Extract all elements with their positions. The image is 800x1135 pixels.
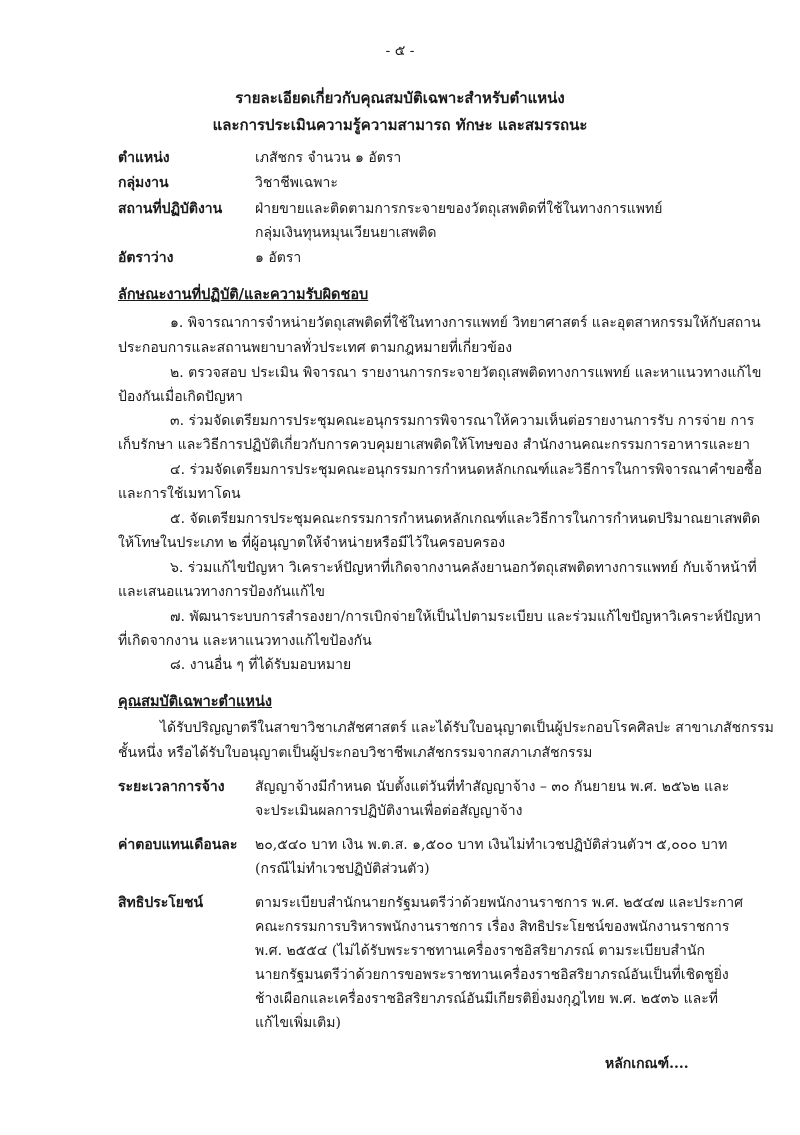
duty-item-8-line1: ๘. งานอื่น ๆ ที่ได้รับมอบหมาย [170, 657, 352, 673]
duty-item-3-line1: ๓. ร่วมจัดเตรียมการประชุมคณะอนุกรรมการพิจารณาให้ความเห็นต่อรายงานการรับ การจ่าย การ [170, 413, 755, 429]
duty-item-5-line2: ให้โทษในประเภท ๒ ที่ผู้อนุญาตให้จำหน่ายหรือมีไว้ในครอบครอง [118, 535, 506, 551]
duty-item-1-line2: ประกอบการและสถานพยาบาลทั่วประเทศ ตามกฎหมายที่เกี่ยวข้อง [118, 340, 513, 356]
duty-item-5-line1: ๕. จัดเตรียมการประชุมคณะกรรมการกำหนดหลักเกณฑ์และวิธีการในการกำหนดปริมาณยาเสพติด [170, 511, 761, 527]
duty-item-6-line1: ๖. ร่วมแก้ไขปัญหา วิเคราะห์ปัญหาที่เกิดจากงานคลังยานอกวัตถุเสพติดทางการแพทย์ กับเจ้าหน้าที่ [170, 560, 757, 576]
salary-label: ค่าตอบแทนเดือนละ [118, 837, 238, 853]
benefits-line2: คณะกรรมการบริหารพนักงานราชการ เรื่อง สิทธิประโยชน์ของพนักงานราชการ [255, 919, 730, 935]
work-group-value: วิชาชีพเฉพาะ [255, 175, 338, 191]
duties-heading: ลักษณะงานที่ปฏิบัติ/และความรับผิดชอบ [118, 286, 369, 303]
page-number: - ๕ - [385, 43, 415, 59]
workplace-value-line2: กลุ่มเงินทุนหมุนเวียนยาเสพติด [255, 225, 437, 241]
continued-footer: หลักเกณฑ์.... [605, 1056, 689, 1072]
workplace-label: สถานที่ปฏิบัติงาน [118, 201, 223, 217]
salary-line1: ๒๐,๕๔๐ บาท เงิน พ.ต.ส. ๑,๕๐๐ บาท เงินไม่ทำเวชปฏิบัติส่วนตัวฯ ๕,๐๐๐ บาท [255, 837, 728, 853]
duty-item-4-line2: และการใช้เมทาโดน [118, 486, 241, 502]
qualification-line1: ได้รับปริญญาตรีในสาขาวิชาเภสัชศาสตร์ และได้รับใบอนุญาตเป็นผู้ประกอบโรคศิลปะ สาขาเภสัชกรรม [160, 720, 774, 736]
benefits-line6: แก้ไขเพิ่มเติม) [255, 1015, 341, 1031]
benefits-line1: ตามระเบียบสำนักนายกรัฐมนตรีว่าด้วยพนักงานราชการ พ.ศ. ๒๕๔๗ และประกาศ [255, 895, 743, 911]
contract-period-label: ระยะเวลาการจ้าง [118, 779, 225, 795]
duty-item-7-line1: ๗. พัฒนาระบบการสำรองยา/การเบิกจ่ายให้เป็นไปตามระเบียบ และร่วมแก้ไขปัญหาวิเคราะห์ปัญหา [170, 609, 762, 625]
document-title-line1: รายละเอียดเกี่ยวกับคุณสมบัติเฉพาะสำหรับตำแหน่ง [235, 89, 565, 107]
workplace-value-line1: ฝ่ายขายและติดตามการกระจายของวัตถุเสพติดที่ใช้ในทางการแพทย์ [255, 201, 663, 217]
contract-period-line1: สัญญาจ้างมีกำหนด นับตั้งแต่วันที่ทำสัญญาจ้าง – ๓๐ กันยายน พ.ศ. ๒๕๖๒ และ [255, 779, 730, 795]
vacancy-label: อัตราว่าง [118, 250, 174, 266]
document-title-line2: และการประเมินความรู้ความสามารถ ทักษะ และสมรรถนะ [212, 116, 588, 134]
duty-item-3-line2: เก็บรักษา และวิธีการปฏิบัติเกี่ยวกับการควบคุมยาเสพติดให้โทษของ สำนักงานคณะกรรมการอาหารและยา [118, 437, 750, 453]
duty-item-4-line1: ๔. ร่วมจัดเตรียมการประชุมคณะอนุกรรมการกำหนดหลักเกณฑ์และวิธีการในการพิจารณาคำขอซื้อ [170, 462, 763, 478]
benefits-line4: นายกรัฐมนตรีว่าด้วยการขอพระราชทานเครื่องราชอิสริยาภรณ์อันเป็นที่เชิดชูยิ่ง [255, 967, 729, 983]
benefits-label: สิทธิประโยชน์ [118, 895, 204, 911]
duty-item-6-line2: และเสนอแนวทางการป้องกันแก้ไข [118, 584, 325, 600]
duty-item-1-line1: ๑. พิจารณาการจำหน่ายวัตถุเสพติดที่ใช้ในทางการแพทย์ วิทยาศาสตร์ และอุตสาหกรรมให้กับสถาน [170, 315, 761, 331]
position-label: ตำแหน่ง [118, 150, 170, 166]
qualifications-heading: คุณสมบัติเฉพาะตำแหน่ง [118, 693, 272, 710]
qualification-line2: ชั้นหนึ่ง หรือได้รับใบอนุญาตเป็นผู้ประกอบวิชาชีพเภสัชกรรมจากสภาเภสัชกรรม [118, 745, 593, 761]
benefits-line5: ช้างเผือกและเครื่องราชอิสริยาภรณ์อันมีเกียรติยิ่งมงกุฎไทย พ.ศ. ๒๕๓๖ และที่ [255, 991, 718, 1007]
work-group-label: กลุ่มงาน [118, 175, 169, 191]
salary-line2: (กรณีไม่ทำเวชปฏิบัติส่วนตัว) [255, 861, 430, 877]
duty-item-7-line2: ที่เกิดจากงาน และหาแนวทางแก้ไขป้องกัน [118, 633, 372, 649]
duty-item-2-line2: ป้องกันเมื่อเกิดปัญหา [118, 389, 243, 405]
benefits-line3: พ.ศ. ๒๕๕๔ (ไม่ได้รับพระราชทานเครื่องราชอิสริยาภรณ์ ตามระเบียบสำนัก [255, 943, 705, 959]
vacancy-value: ๑ อัตรา [255, 250, 302, 266]
contract-period-line2: จะประเมินผลการปฏิบัติงานเพื่อต่อสัญญาจ้าง [255, 803, 523, 819]
position-value: เภสัชกร จำนวน ๑ อัตรา [255, 150, 402, 166]
duty-item-2-line1: ๒. ตรวจสอบ ประเมิน พิจารณา รายงานการกระจายวัตถุเสพติดทางการแพทย์ และหาแนวทางแก้ไข [170, 365, 762, 381]
